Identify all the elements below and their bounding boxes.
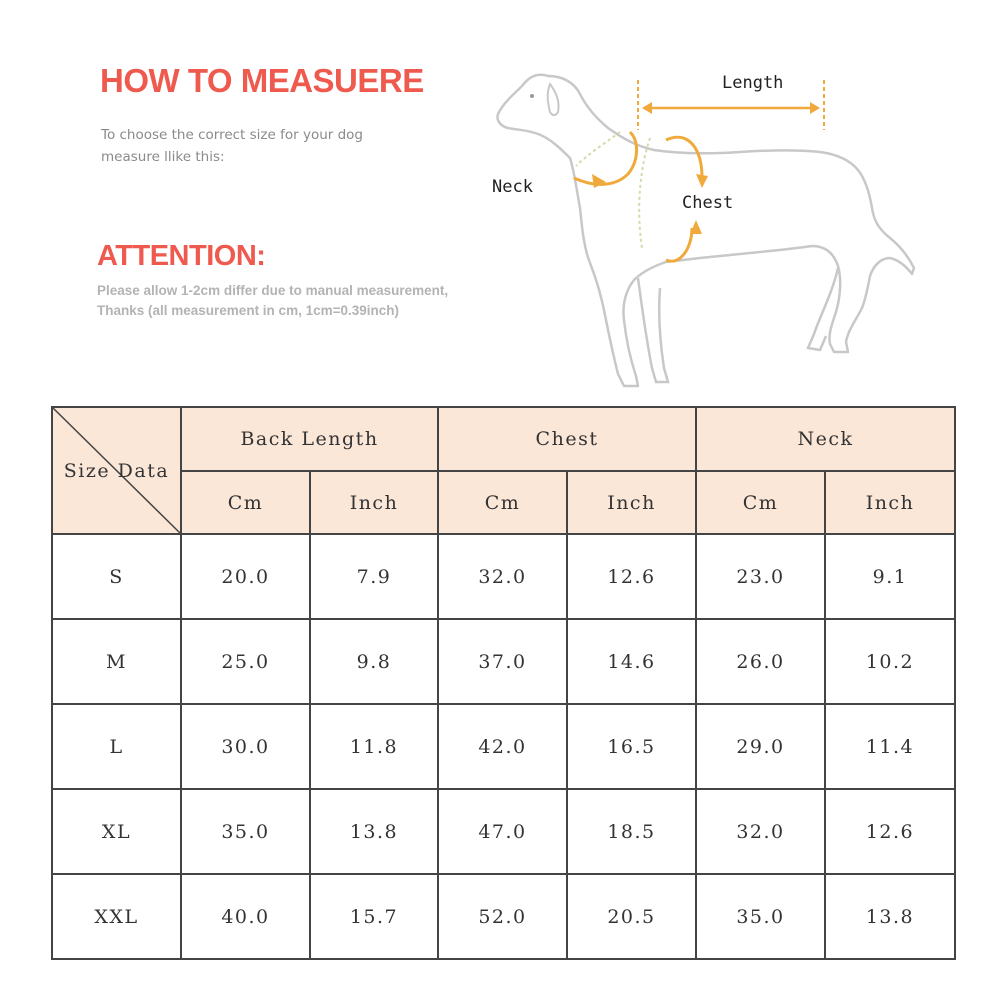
- value-cell: 16.5: [567, 704, 696, 789]
- how-to-measure-title: HOW TO MEASUERE: [100, 62, 424, 99]
- value-cell: 35.0: [181, 789, 310, 874]
- table-corner-cell: [52, 407, 181, 534]
- value-cell: 18.5: [567, 789, 696, 874]
- attention-text: [97, 281, 517, 321]
- value-cell: 12.6: [567, 534, 696, 619]
- how-to-measure-line: measure llike this:: [101, 149, 225, 165]
- chest-arrowhead-bottom: [690, 220, 702, 234]
- header-neck: Neck: [696, 407, 955, 471]
- table-row: [52, 789, 955, 874]
- value-cell: 12.6: [825, 789, 955, 874]
- corner-label: Size Data: [63, 459, 170, 482]
- value-cell: 47.0: [438, 789, 567, 874]
- chest-dotted-loop: [639, 138, 650, 248]
- length-arrowhead-right: [810, 102, 820, 114]
- value-cell: 11.4: [825, 704, 955, 789]
- value-cell: 20.0: [181, 534, 310, 619]
- dog-back-leg: [808, 268, 838, 350]
- value-cell: 30.0: [181, 704, 310, 789]
- value-cell: 52.0: [438, 874, 567, 959]
- attention-line: Please allow 1-2cm differ due to manual measurement,: [97, 283, 449, 298]
- value-cell: 9.1: [825, 534, 955, 619]
- value-cell: 40.0: [181, 874, 310, 959]
- chest-label: Chest: [682, 193, 734, 213]
- header-back-length: Back Length: [181, 407, 438, 471]
- neck-arrowhead: [592, 174, 606, 188]
- value-cell: 37.0: [438, 619, 567, 704]
- how-to-measure-line: To choose the correct size for your dog: [101, 127, 364, 143]
- unit-header: Cm: [181, 471, 310, 534]
- neck-dotted-loop: [576, 132, 620, 166]
- value-cell: 10.2: [825, 619, 955, 704]
- dog-outline: [497, 75, 914, 386]
- value-cell: 35.0: [696, 874, 825, 959]
- dog-eye: [530, 94, 534, 98]
- value-cell: 32.0: [696, 789, 825, 874]
- size-cell: L: [52, 704, 181, 789]
- table-unit-header-row: [52, 471, 955, 534]
- neck-label: Neck: [492, 177, 533, 197]
- size-cell: M: [52, 619, 181, 704]
- unit-header: Inch: [310, 471, 438, 534]
- unit-header: Cm: [696, 471, 825, 534]
- dog-ear: [548, 84, 559, 115]
- size-cell: S: [52, 534, 181, 619]
- unit-header: Inch: [567, 471, 696, 534]
- table-row: [52, 534, 955, 619]
- value-cell: 14.6: [567, 619, 696, 704]
- value-cell: 20.5: [567, 874, 696, 959]
- value-cell: 15.7: [310, 874, 438, 959]
- value-cell: 25.0: [181, 619, 310, 704]
- header-chest: Chest: [438, 407, 696, 471]
- unit-header: Inch: [825, 471, 955, 534]
- table-row: [52, 704, 955, 789]
- value-cell: 26.0: [696, 619, 825, 704]
- length-arrowhead-left: [642, 102, 652, 114]
- size-cell: XL: [52, 789, 181, 874]
- dog-measurement-diagram: [470, 58, 930, 398]
- value-cell: 13.8: [825, 874, 955, 959]
- value-cell: 23.0: [696, 534, 825, 619]
- table-row: [52, 619, 955, 704]
- value-cell: 7.9: [310, 534, 438, 619]
- size-chart-table: [51, 406, 956, 960]
- chest-arrowhead-top: [696, 174, 708, 188]
- attention-title: ATTENTION:: [97, 240, 266, 272]
- value-cell: 9.8: [310, 619, 438, 704]
- value-cell: 42.0: [438, 704, 567, 789]
- table-row: [52, 874, 955, 959]
- dog-front-leg: [638, 278, 668, 382]
- size-cell: XXL: [52, 874, 181, 959]
- value-cell: 32.0: [438, 534, 567, 619]
- table-group-header-row: [52, 407, 955, 471]
- length-label: Length: [722, 73, 784, 93]
- value-cell: 11.8: [310, 704, 438, 789]
- unit-header: Cm: [438, 471, 567, 534]
- how-to-measure-text: [101, 124, 441, 168]
- attention-line: Thanks (all measurement in cm, 1cm=0.39inch): [97, 303, 399, 318]
- value-cell: 29.0: [696, 704, 825, 789]
- value-cell: 13.8: [310, 789, 438, 874]
